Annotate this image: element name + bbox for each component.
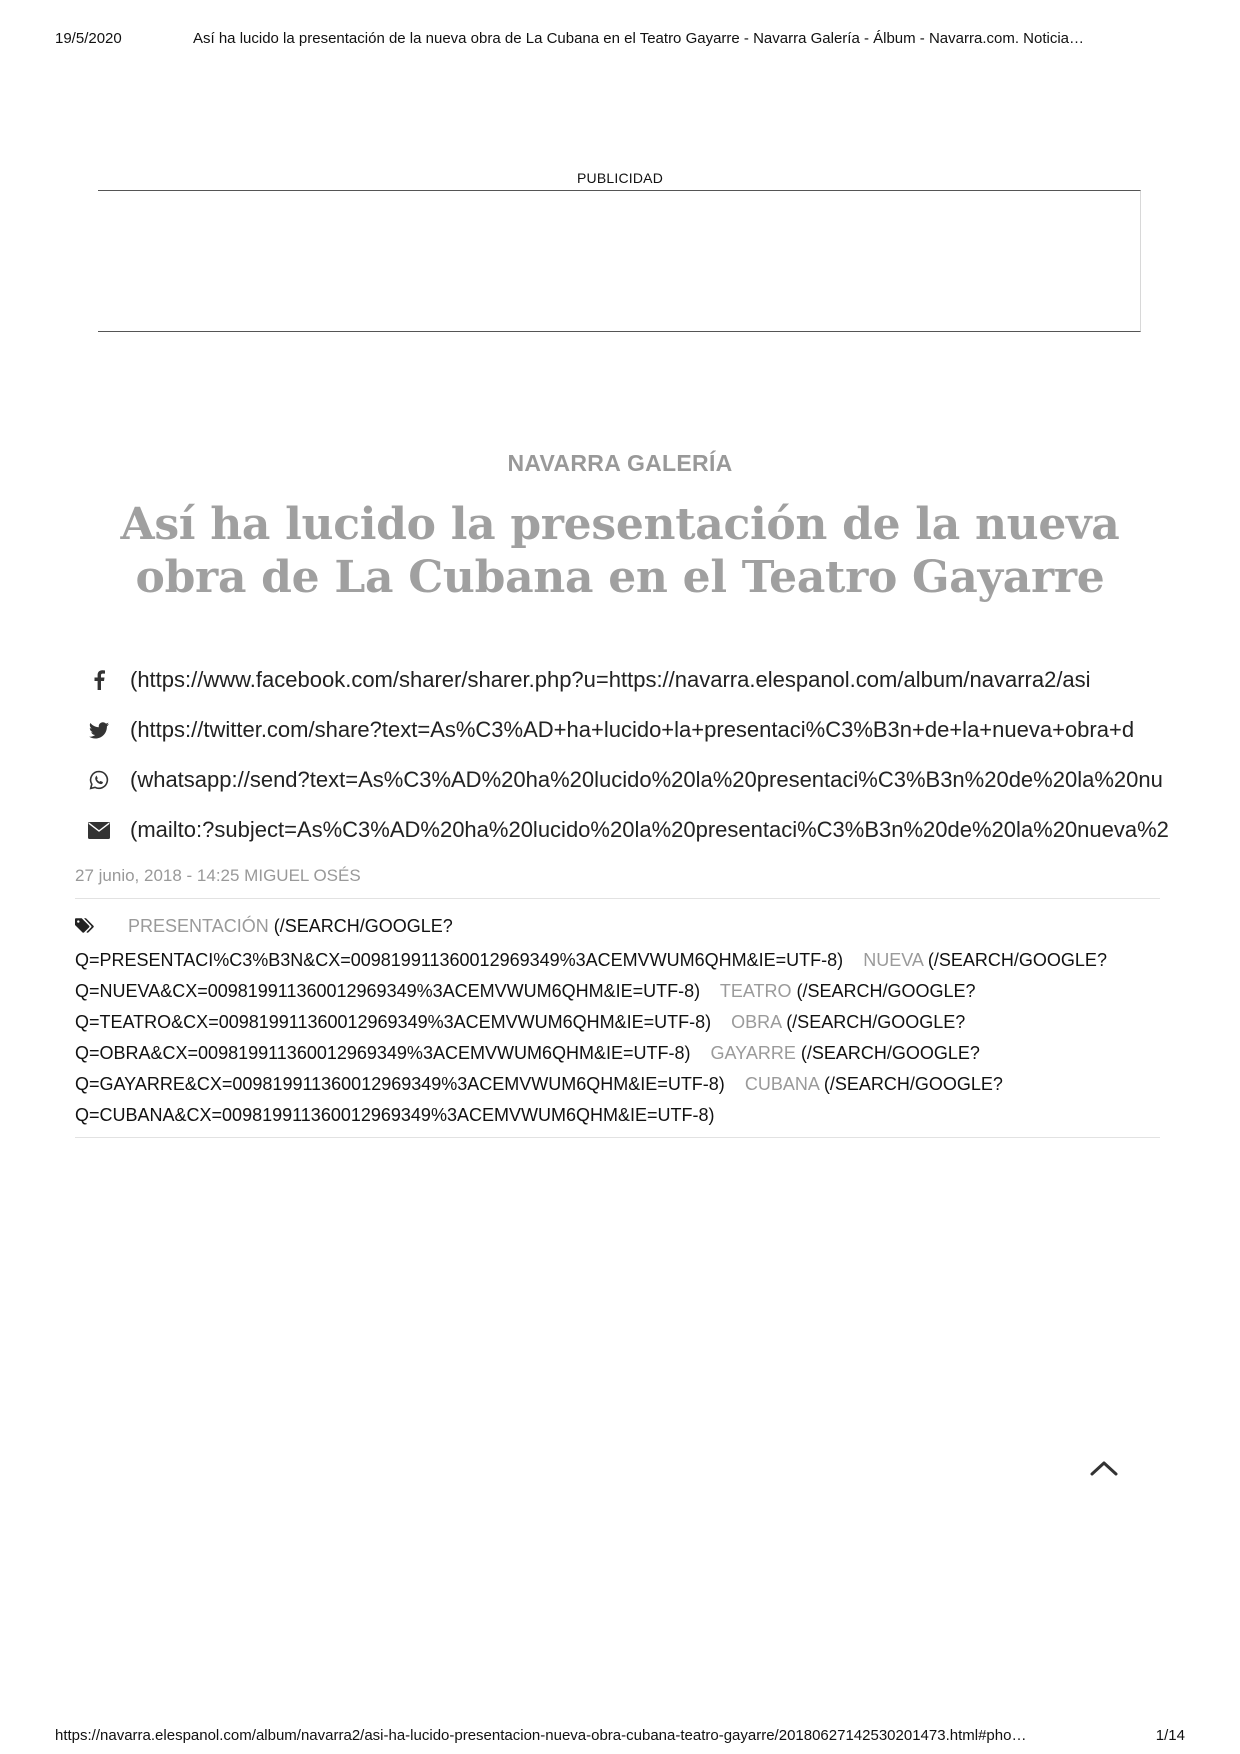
share-whatsapp-link[interactable]: (whatsapp://send?text=As%C3%AD%20ha%20lucido%20la%20presentaci%C3%B3n%20de%20la%20nu [130,767,1163,792]
tag-gayarre[interactable]: GAYARRE [710,1043,796,1063]
tag-teatro-url[interactable]: (/SEARCH/GOOGLE?Q=TEATRO&CX=009819911360012969349%3ACEMVWUM6QHM&IE=UTF-8) [75,981,976,1032]
article-byline: 27 junio, 2018 - 14:25 MIGUEL OSÉS [75,866,361,885]
print-date: 19/5/2020 [55,30,122,47]
tag-list [75,911,1160,1131]
envelope-icon [88,819,110,841]
ad-label: PUBLICIDAD [576,170,664,186]
twitter-icon [88,719,110,741]
chevron-up-icon [1090,1460,1118,1481]
share-email-link[interactable]: (mailto:?subject=As%C3%AD%20ha%20lucido%20la%20presentaci%C3%B3n%20de%20la%20nueva%2 [130,817,1169,842]
ad-slot[interactable] [98,190,1141,332]
share-facebook-link[interactable]: (https://www.facebook.com/sharer/sharer.php?u=https://navarra.elespanol.com/album/navarra2/asi [130,667,1091,692]
print-document-title: Así ha lucido la presentación de la nueva obra de La Cubana en el Teatro Gayarre - Navarra Galería - Álbum - Navarra.com. Noticia… [193,30,1085,47]
share-twitter-link[interactable]: (https://twitter.com/share?text=As%C3%AD+ha+lucido+la+presentaci%C3%B3n+de+la+nueva+obra+d [130,717,1135,742]
divider [75,898,1160,899]
tag-obra-url[interactable]: (/SEARCH/GOOGLE?Q=OBRA&CX=009819911360012969349%3ACEMVWUM6QHM&IE=UTF-8) [75,1012,966,1063]
whatsapp-icon [88,769,110,791]
divider [75,1137,1160,1138]
section-label[interactable]: NAVARRA GALERÍA [507,450,733,476]
tag-teatro[interactable]: TEATRO [719,981,792,1001]
tag-cubana-url[interactable]: (/SEARCH/GOOGLE?Q=CUBANA&CX=009819911360012969349%3ACEMVWUM6QHM&IE=UTF-8) [75,1074,1003,1125]
article-headline: Así ha lucido la presentación de la nueva obra de La Cubana en el Teatro Gayarre [120,499,1120,603]
tag-presentacion[interactable]: PRESENTACIÓN [128,916,269,936]
page-number: 1/14 [1155,1727,1185,1744]
tags-icon [75,914,97,945]
tag-gayarre-url[interactable]: (/SEARCH/GOOGLE?Q=GAYARRE&CX=009819911360012969349%3ACEMVWUM6QHM&IE=UTF-8) [75,1043,980,1094]
tag-nueva-url[interactable]: (/SEARCH/GOOGLE?Q=NUEVA&CX=009819911360012969349%3ACEMVWUM6QHM&IE=UTF-8) [75,950,1107,1001]
print-url: https://navarra.elespanol.com/album/navarra2/asi-ha-lucido-presentacion-nueva-obra-cubana-teatro-gayarre/20180627142530201473.html#pho… [55,1727,1027,1744]
share-list [88,655,1180,855]
share-email[interactable] [88,805,1180,855]
tag-nueva[interactable]: NUEVA [863,950,923,970]
facebook-icon [88,669,110,691]
tag-presentacion-url[interactable]: (/SEARCH/GOOGLE?Q=PRESENTACI%C3%B3N&CX=009819911360012969349%3ACEMVWUM6QHM&IE=UTF-8) [75,916,844,970]
share-whatsapp[interactable] [88,755,1180,805]
share-facebook[interactable] [88,655,1180,705]
tag-obra[interactable]: OBRA [731,1012,782,1032]
tag-cubana[interactable]: CUBANA [744,1074,819,1094]
scroll-top-button[interactable] [1088,1458,1120,1482]
share-twitter[interactable] [88,705,1180,755]
